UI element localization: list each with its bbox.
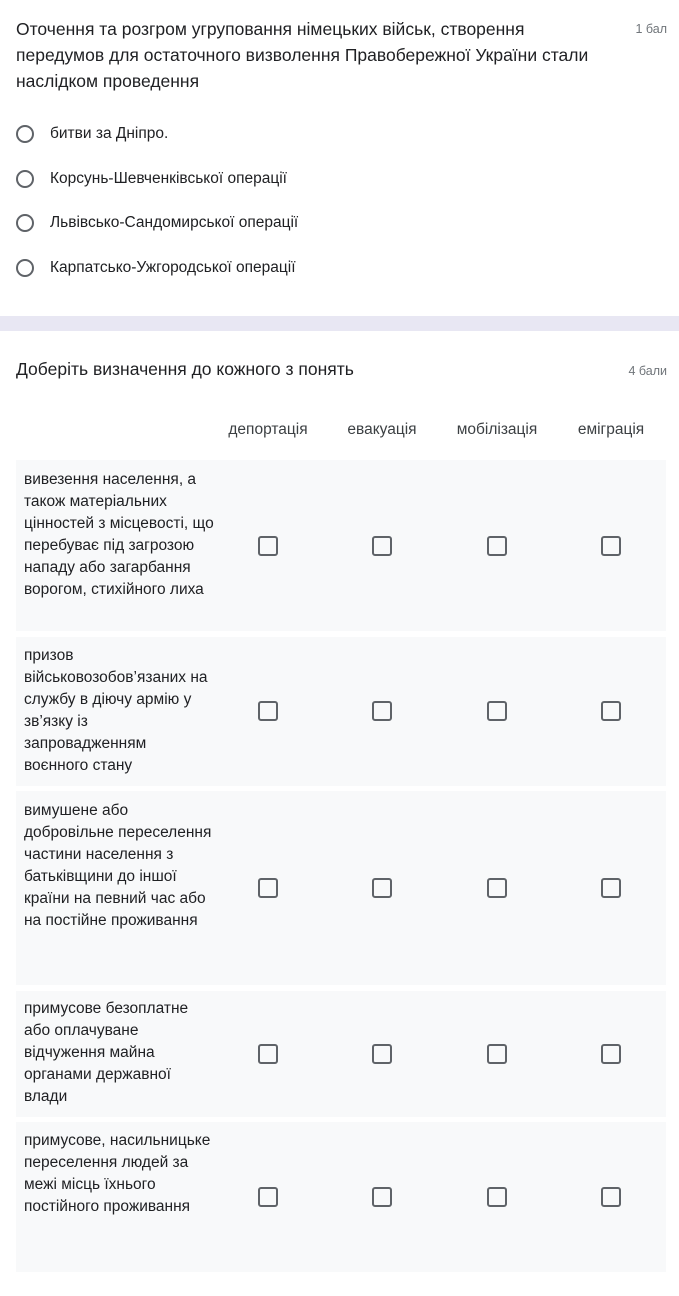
question-1-points: 1 бал <box>635 22 667 36</box>
grid-row-3 <box>16 791 666 985</box>
grid-column-header: еміграція <box>577 421 645 438</box>
radio-option-1[interactable] <box>16 122 168 146</box>
checkbox-icon[interactable] <box>601 878 621 898</box>
checkbox-icon[interactable] <box>601 1187 621 1207</box>
grid-row-label: примусове безоплатне або оплачуване відчуження майна органами державної влади <box>24 1000 189 1105</box>
checkbox-icon[interactable] <box>487 878 507 898</box>
radio-option-2[interactable] <box>16 167 287 191</box>
radio-circle-icon[interactable] <box>16 170 34 188</box>
grid-column-header: мобілізація <box>456 421 538 438</box>
checkbox-icon[interactable] <box>601 1044 621 1064</box>
checkbox-icon[interactable] <box>487 1044 507 1064</box>
radio-circle-icon[interactable] <box>16 125 34 143</box>
radio-option-3[interactable] <box>16 211 298 235</box>
radio-circle-icon[interactable] <box>16 259 34 277</box>
radio-circle-icon[interactable] <box>16 214 34 232</box>
grid-row-4 <box>16 991 666 1117</box>
checkbox-icon[interactable] <box>601 701 621 721</box>
grid-column-header: депортація <box>228 421 308 438</box>
checkbox-icon[interactable] <box>372 1187 392 1207</box>
question-1-title: Оточення та розгром угруповання німецьких військ, створення передумов для остаточного визволення Правобережної України стали наслідком проведення <box>16 19 589 91</box>
checkbox-icon[interactable] <box>601 536 621 556</box>
grid-row-label: призов військовозобов’язаних на службу в діючу армію у зв’язку із запровадженням воєнного стану <box>24 647 208 774</box>
question-2-points: 4 бали <box>628 364 667 378</box>
checkbox-icon[interactable] <box>372 878 392 898</box>
checkbox-icon[interactable] <box>487 1187 507 1207</box>
checkbox-icon[interactable] <box>372 536 392 556</box>
grid-row-2 <box>16 637 666 786</box>
checkbox-icon[interactable] <box>258 701 278 721</box>
option-label: Карпатсько-Ужгородської операції <box>50 259 296 276</box>
checkbox-icon[interactable] <box>258 1044 278 1064</box>
checkbox-icon[interactable] <box>487 701 507 721</box>
card-divider <box>0 316 679 331</box>
checkbox-icon[interactable] <box>372 1044 392 1064</box>
checkbox-icon[interactable] <box>487 536 507 556</box>
checkbox-icon[interactable] <box>258 1187 278 1207</box>
grid-row-5 <box>16 1122 666 1272</box>
grid-row-label: примусове, насильницьке переселення людей за межі місць їхнього постійного проживання <box>24 1132 211 1215</box>
grid-row-label: вивезення населення, а також матеріальних цінностей з місцевості, що перебуває під загрозою нападу або загарбання ворогом, стихійного лиха <box>24 471 214 598</box>
grid-row-label: вимушене або добровільне переселення частини населення з батьківщини до іншої країни на певний час або на постійне проживання <box>24 802 212 929</box>
option-label: битви за Дніпро. <box>50 125 169 142</box>
grid-row-1 <box>16 460 666 631</box>
question-card-1 <box>0 0 679 316</box>
grid-column-header: евакуація <box>347 421 417 438</box>
checkbox-icon[interactable] <box>258 878 278 898</box>
checkbox-icon[interactable] <box>372 701 392 721</box>
option-label: Корсунь-Шевченківської операції <box>50 170 287 187</box>
question-2-title: Доберіть визначення до кожного з понять <box>16 359 354 379</box>
checkbox-icon[interactable] <box>258 536 278 556</box>
radio-option-4[interactable] <box>16 256 296 280</box>
option-label: Львівсько-Сандомирської операції <box>50 214 299 231</box>
